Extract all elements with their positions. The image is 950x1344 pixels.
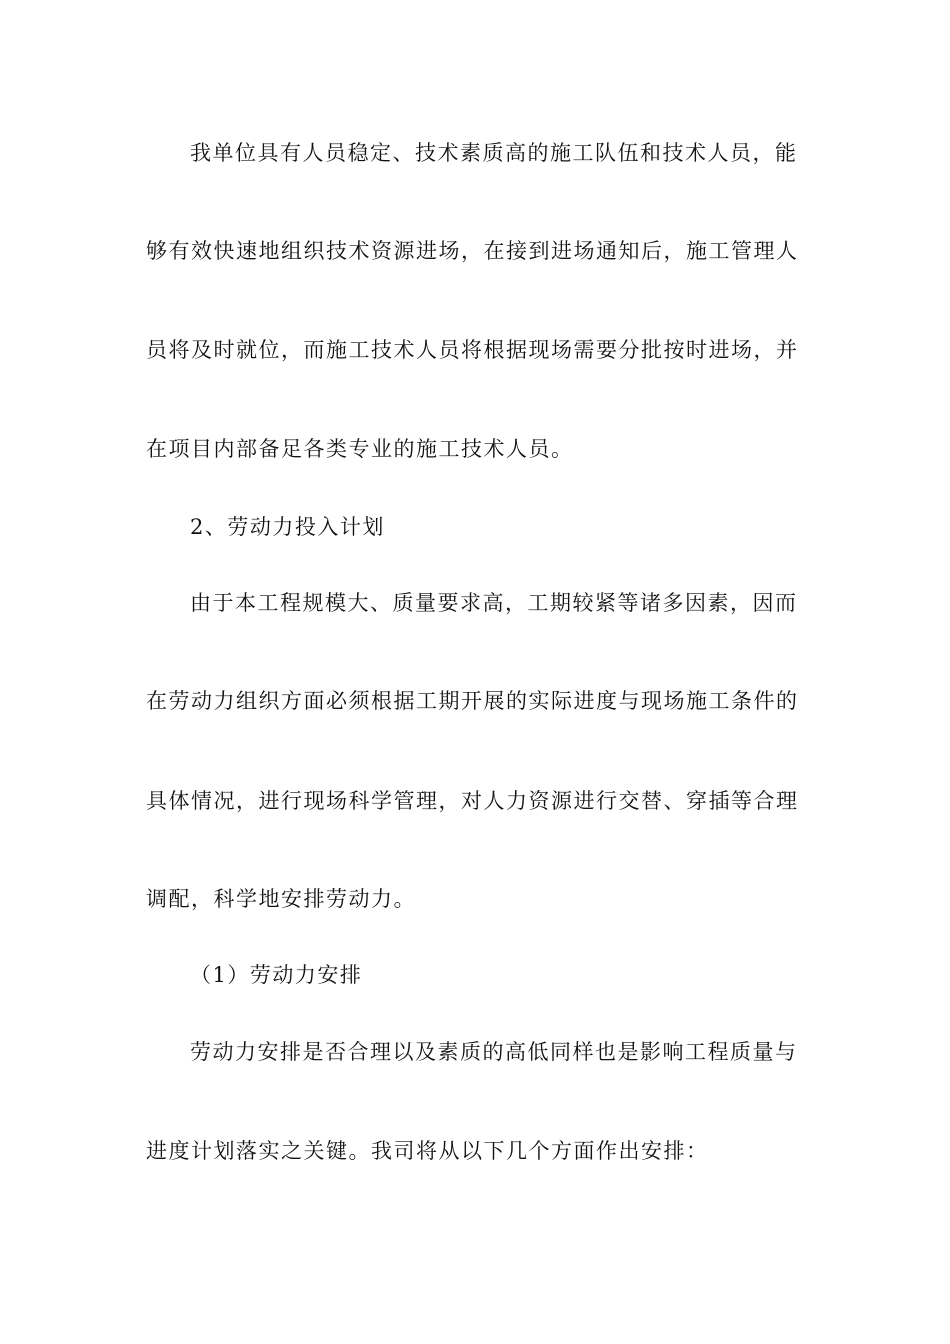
paragraph-1-line-2: 够有效快速地组织技术资源进场，在接到进场通知后，施工管理人 <box>146 239 799 263</box>
subsection-heading-1: （1）劳动力安排 <box>190 963 363 987</box>
paragraph-2-line-2: 在劳动力组织方面必须根据工期开展的实际进度与现场施工条件的 <box>146 689 799 713</box>
paragraph-2-line-1: 由于本工程规模大、质量要求高，工期较紧等诸多因素，因而 <box>190 591 798 615</box>
paragraph-1-line-4: 在项目内部备足各类专业的施工技术人员。 <box>146 437 574 461</box>
paragraph-3-line-1: 劳动力安排是否合理以及素质的高低同样也是影响工程质量与 <box>190 1040 798 1064</box>
paragraph-3-line-2: 进度计划落实之关键。我司将从以下几个方面作出安排： <box>146 1139 709 1163</box>
paragraph-1-line-3: 员将及时就位，而施工技术人员将根据现场需要分批按时进场，并 <box>146 338 799 362</box>
paragraph-2-line-3: 具体情况，进行现场科学管理，对人力资源进行交替、穿插等合理 <box>146 789 799 813</box>
paragraph-1-line-1: 我单位具有人员稳定、技术素质高的施工队伍和技术人员，能 <box>190 141 798 165</box>
section-heading-2: 2、劳动力投入计划 <box>190 515 385 539</box>
paragraph-2-line-4: 调配，科学地安排劳动力。 <box>146 887 416 911</box>
